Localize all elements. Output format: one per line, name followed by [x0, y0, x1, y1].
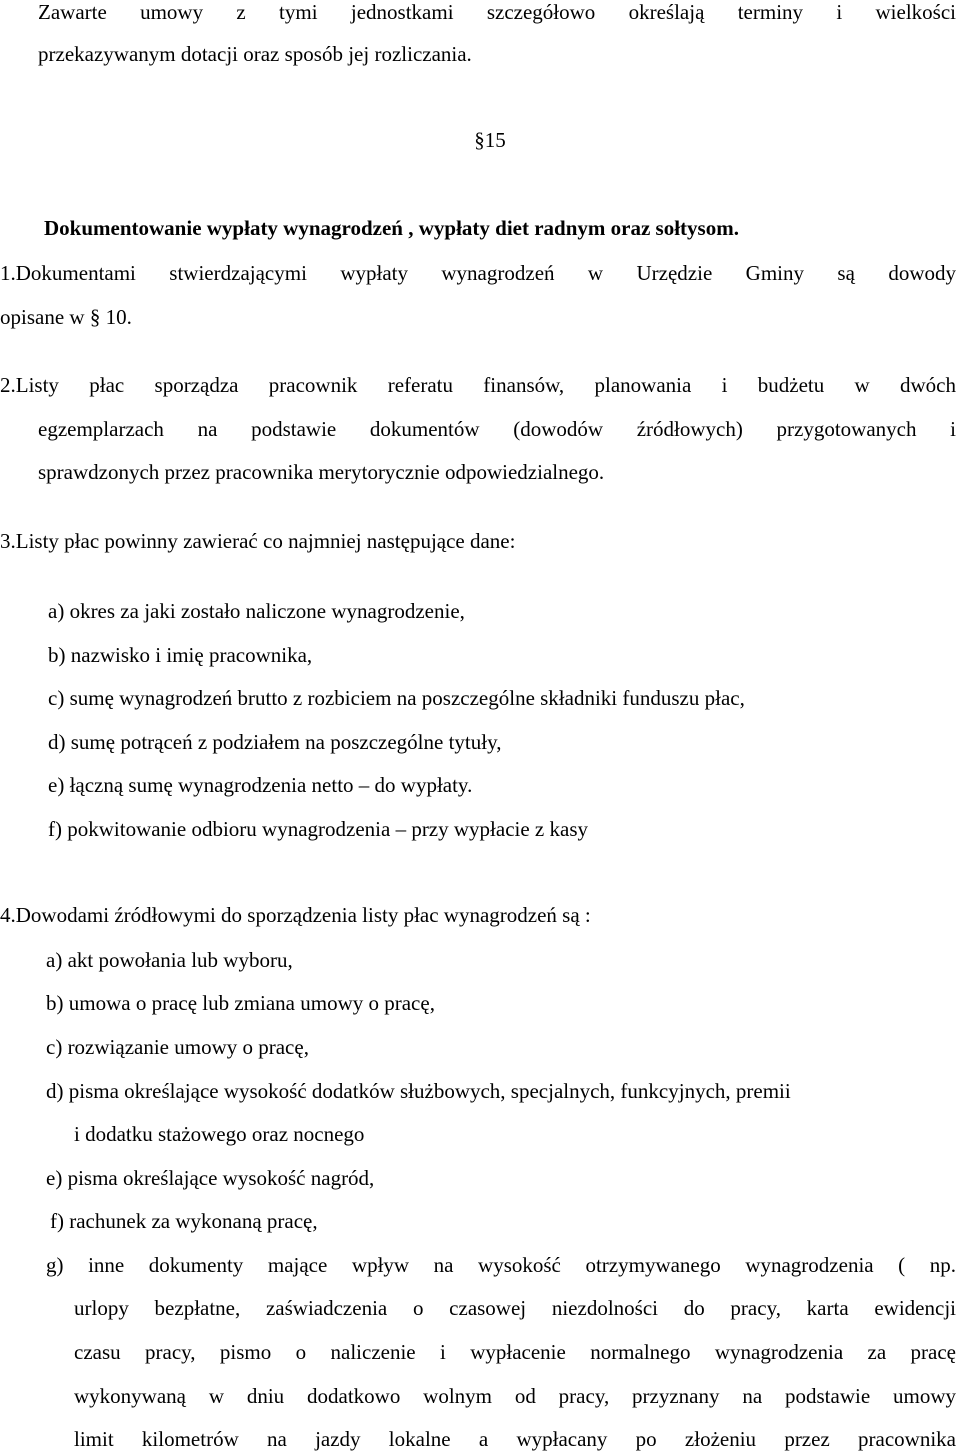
list-item: wykonywaną w dniu dodatkowo wolnym od pracy, przyznany na podstawie umowy — [74, 1384, 956, 1408]
list-item: i dodatku stażowego oraz nocnego — [74, 1122, 365, 1146]
section-title: Dokumentowanie wypłaty wynagrodzeń , wypłaty diet radnym oraz sołtysom. — [44, 216, 739, 240]
intro-line-1: Zawarte umowy z tymi jednostkami szczegółowo określają terminy i wielkości — [38, 0, 956, 24]
list-item: a) akt powołania lub wyboru, — [46, 948, 293, 972]
list-item: d) pisma określające wysokość dodatków służbowych, specjalnych, funkcyjnych, premii — [46, 1079, 791, 1103]
list-item: e) łączną sumę wynagrodzenia netto – do wypłaty. — [48, 773, 473, 797]
p2-line-1: 2.Listy płac sporządza pracownik referatu finansów, planowania i budżetu w dwóch — [0, 373, 956, 397]
list-item: czasu pracy, pismo o naliczenie i wypłacenie normalnego wynagrodzenia za pracę — [74, 1340, 956, 1364]
list-item: g) inne dokumenty mające wpływ na wysokość otrzymywanego wynagrodzenia ( np. — [46, 1253, 956, 1277]
list-item: e) pisma określające wysokość nagród, — [46, 1166, 375, 1190]
p1-line-1: 1.Dokumentami stwierdzającymi wypłaty wynagrodzeń w Urzędzie Gminy są dowody — [0, 261, 956, 285]
list-item: b) nazwisko i imię pracownika, — [48, 643, 313, 667]
p2-line-2: egzemplarzach na podstawie dokumentów (dowodów źródłowych) przygotowanych i — [38, 417, 956, 441]
p3-intro: 3.Listy płac powinny zawierać co najmniej następujące dane: — [0, 529, 516, 553]
p1-line-2: opisane w § 10. — [0, 305, 132, 329]
list-item: b) umowa o pracę lub zmiana umowy o pracę, — [46, 991, 435, 1015]
list-item: urlopy bezpłatne, zaświadczenia o czasowej niezdolności do pracy, karta ewidencji — [74, 1296, 956, 1320]
section-number: §15 — [474, 128, 506, 152]
intro-line-2: przekazywanym dotacji oraz sposób jej rozliczania. — [38, 42, 472, 66]
list-item: limit kilometrów na jazdy lokalne a wypłacany po złożeniu przez pracownika — [74, 1427, 956, 1451]
p4-intro: 4.Dowodami źródłowymi do sporządzenia listy płac wynagrodzeń są : — [0, 903, 591, 927]
list-item: c) rozwiązanie umowy o pracę, — [46, 1035, 309, 1059]
list-item: c) sumę wynagrodzeń brutto z rozbiciem na poszczególne składniki funduszu płac, — [48, 686, 745, 710]
list-item: f) rachunek za wykonaną pracę, — [50, 1209, 318, 1233]
p2-line-3: sprawdzonych przez pracownika merytorycznie odpowiedzialnego. — [38, 460, 605, 484]
list-item: f) pokwitowanie odbioru wynagrodzenia – przy wypłacie z kasy — [48, 817, 588, 841]
list-item: a) okres za jaki zostało naliczone wynagrodzenie, — [48, 599, 465, 623]
list-item: d) sumę potrąceń z podziałem na poszczególne tytuły, — [48, 730, 502, 754]
